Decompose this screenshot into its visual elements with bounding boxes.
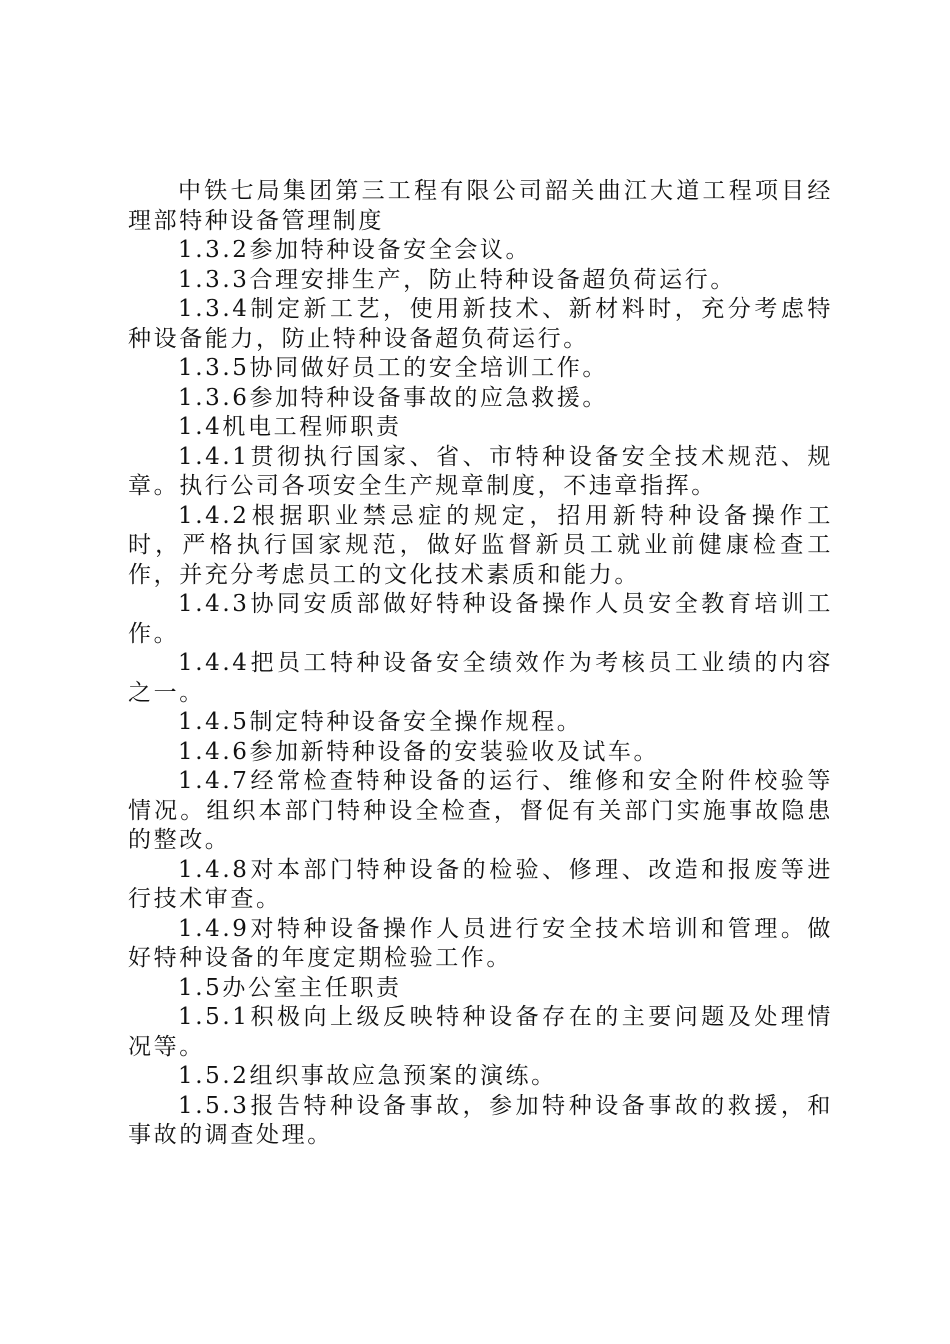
paragraph: 1.4.1贯彻执行国家、省、市特种设备安全技术规范、规章。执行公司各项安全生产规章制度，不违章指挥。 xyxy=(128,443,833,499)
paragraph: 1.4.9对特种设备操作人员进行安全技术培训和管理。做好特种设备的年度定期检验工作。 xyxy=(128,915,833,971)
paragraph: 1.4.6参加新特种设备的安装验收及试车。 xyxy=(178,738,660,765)
section-heading: 1.5办公室主任职责 xyxy=(178,974,402,1001)
paragraph: 1.5.3报告特种设备事故，参加特种设备事故的救援，和事故的调查处理。 xyxy=(128,1092,833,1148)
paragraph: 1.5.2组织事故应急预案的演练。 xyxy=(178,1063,557,1089)
paragraph: 1.4.2根据职业禁忌症的规定，招用新特种设备操作工时，严格执行国家规范，做好监督新员工就业前健康检查工作，并充分考虑员工的文化技术素质和能力。 xyxy=(128,502,833,588)
document-body xyxy=(128,177,833,1151)
paragraph: 1.3.3合理安排生产，防止特种设备超负荷运行。 xyxy=(178,266,736,293)
paragraph: 1.3.6参加特种设备事故的应急救援。 xyxy=(178,384,608,411)
paragraph: 1.3.5协同做好员工的安全培训工作。 xyxy=(178,355,608,381)
section-heading: 1.4机电工程师职责 xyxy=(178,414,402,440)
paragraph: 1.4.3协同安质部做好特种设备操作人员安全教育培训工作。 xyxy=(128,591,833,647)
paragraph: 1.4.4把员工特种设备安全绩效作为考核员工业绩的内容之一。 xyxy=(128,650,833,706)
paragraph: 1.4.7经常检查特种设备的运行、维修和安全附件校验等情况。组织本部门特种设全检查，督促有关部门实施事故隐患的整改。 xyxy=(128,768,833,853)
paragraph: 1.3.4制定新工艺，使用新技术、新材料时，充分考虑特种设备能力，防止特种设备超负荷运行。 xyxy=(128,296,833,352)
paragraph: 1.4.5制定特种设备安全操作规程。 xyxy=(178,709,583,735)
paragraph: 1.3.2参加特种设备安全会议。 xyxy=(178,237,532,263)
paragraph: 1.4.8对本部门特种设备的检验、修理、改造和报废等进行技术审查。 xyxy=(128,856,833,912)
document-title: 中铁七局集团第三工程有限公司韶关曲江大道工程项目经理部特种设备管理制度 xyxy=(128,178,833,234)
paragraph: 1.5.1积极向上级反映特种设备存在的主要问题及处理情况等。 xyxy=(128,1004,833,1060)
